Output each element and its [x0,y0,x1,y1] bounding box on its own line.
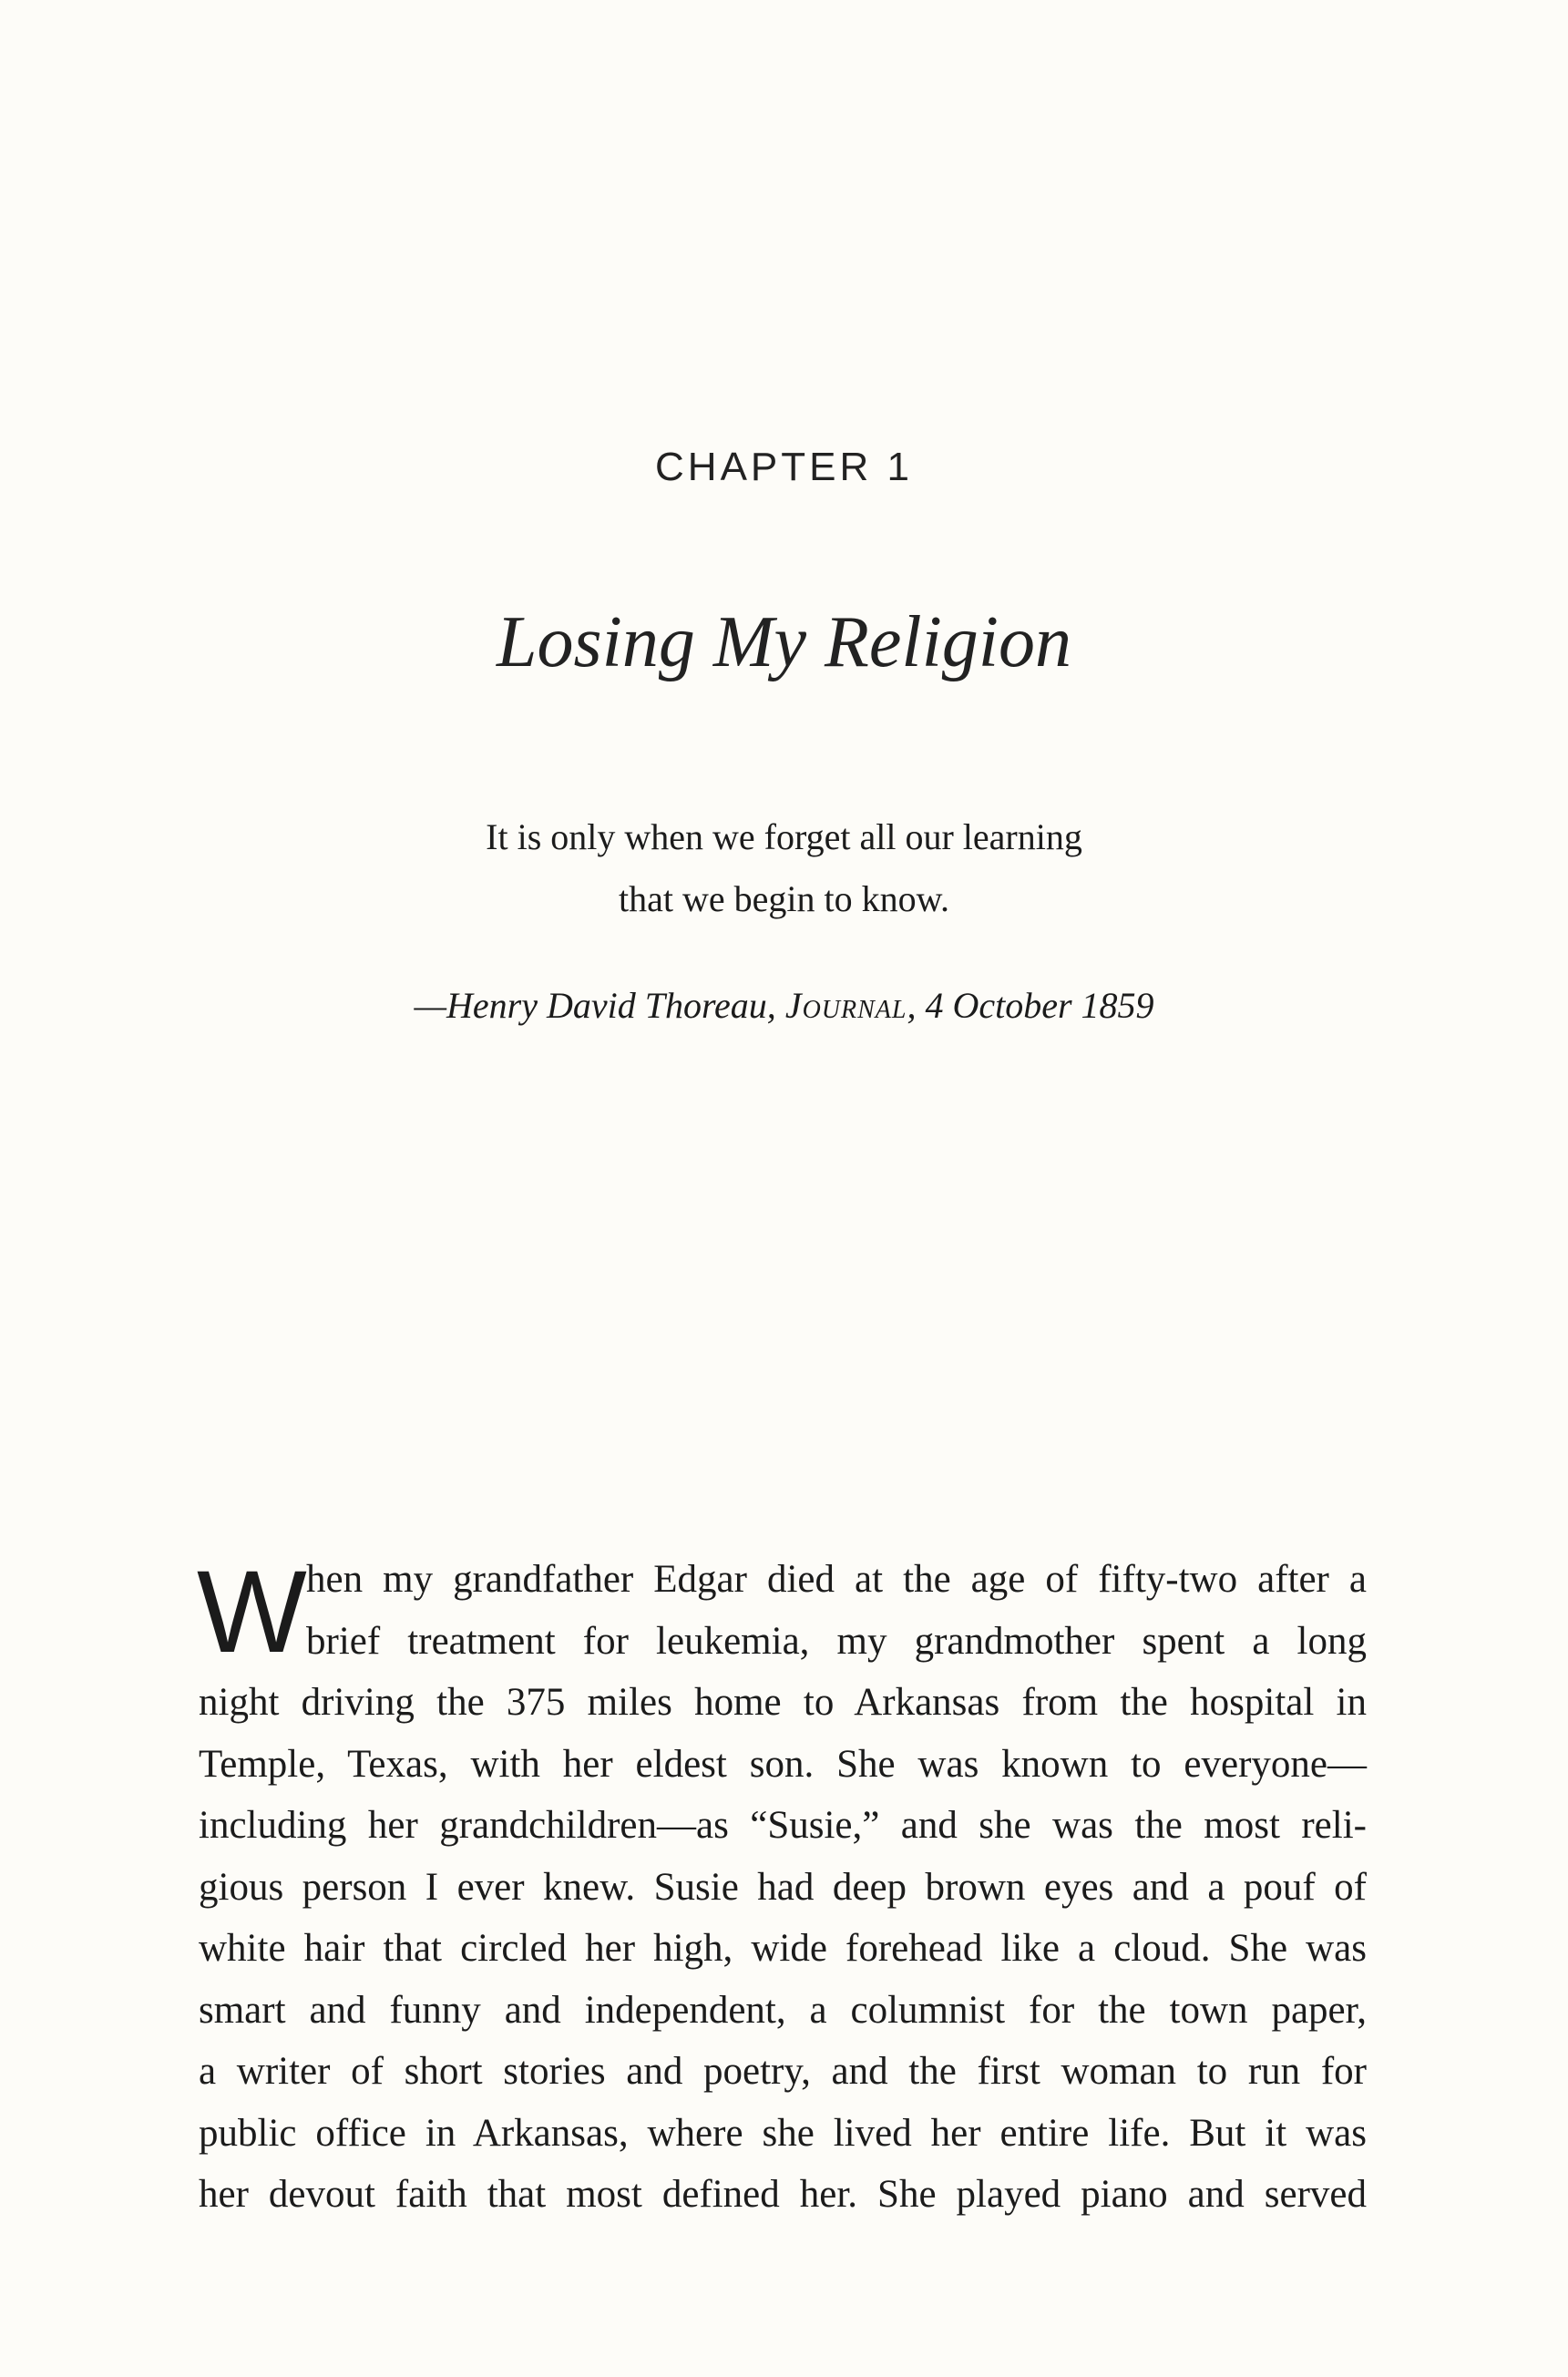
epigraph [0,806,1568,930]
epigraph-line: that we begin to know. [619,878,949,919]
body-line: brief treatment for leukemia, my grandmother spent a long [306,1619,1367,1663]
attribution-author: —Henry David Thoreau, [414,985,785,1026]
body-line: white hair that circled her high, wide forehead like a cloud. She was [199,1927,1367,1970]
body-line: hen my grandfather Edgar died at the age of fifty-two after a [306,1558,1367,1601]
attribution-date: , 4 October 1859 [907,985,1154,1026]
body-line: gious person I ever knew. Susie had deep brown eyes and a pouf of [199,1865,1367,1909]
epigraph-line: It is only when we forget all our learning [486,816,1082,857]
body-line: night driving the 375 miles home to Arkansas from the hospital in [199,1681,1367,1724]
body-line: a writer of short stories and poetry, and the first woman to run for [199,2050,1367,2093]
body-line: public office in Arkansas, where she lived her entire life. But it was [199,2111,1367,2155]
attribution-work: Journal [784,985,907,1026]
chapter-title: Losing My Religion [496,602,1072,682]
body-line: including her grandchildren—as “Susie,” and she was the most reli- [199,1804,1367,1847]
chapter-label: CHAPTER 1 [655,445,913,489]
body-line: Temple, Texas, with her eldest son. She was known to everyone— [199,1742,1367,1786]
body-line: her devout faith that most defined her. She played piano and served [199,2173,1367,2216]
body-paragraph [199,1549,1367,2226]
body-line: smart and funny and independent, a columnist for the town paper, [199,1988,1367,2032]
drop-cap: W [197,1547,307,1677]
epigraph-attribution [0,984,1568,1027]
